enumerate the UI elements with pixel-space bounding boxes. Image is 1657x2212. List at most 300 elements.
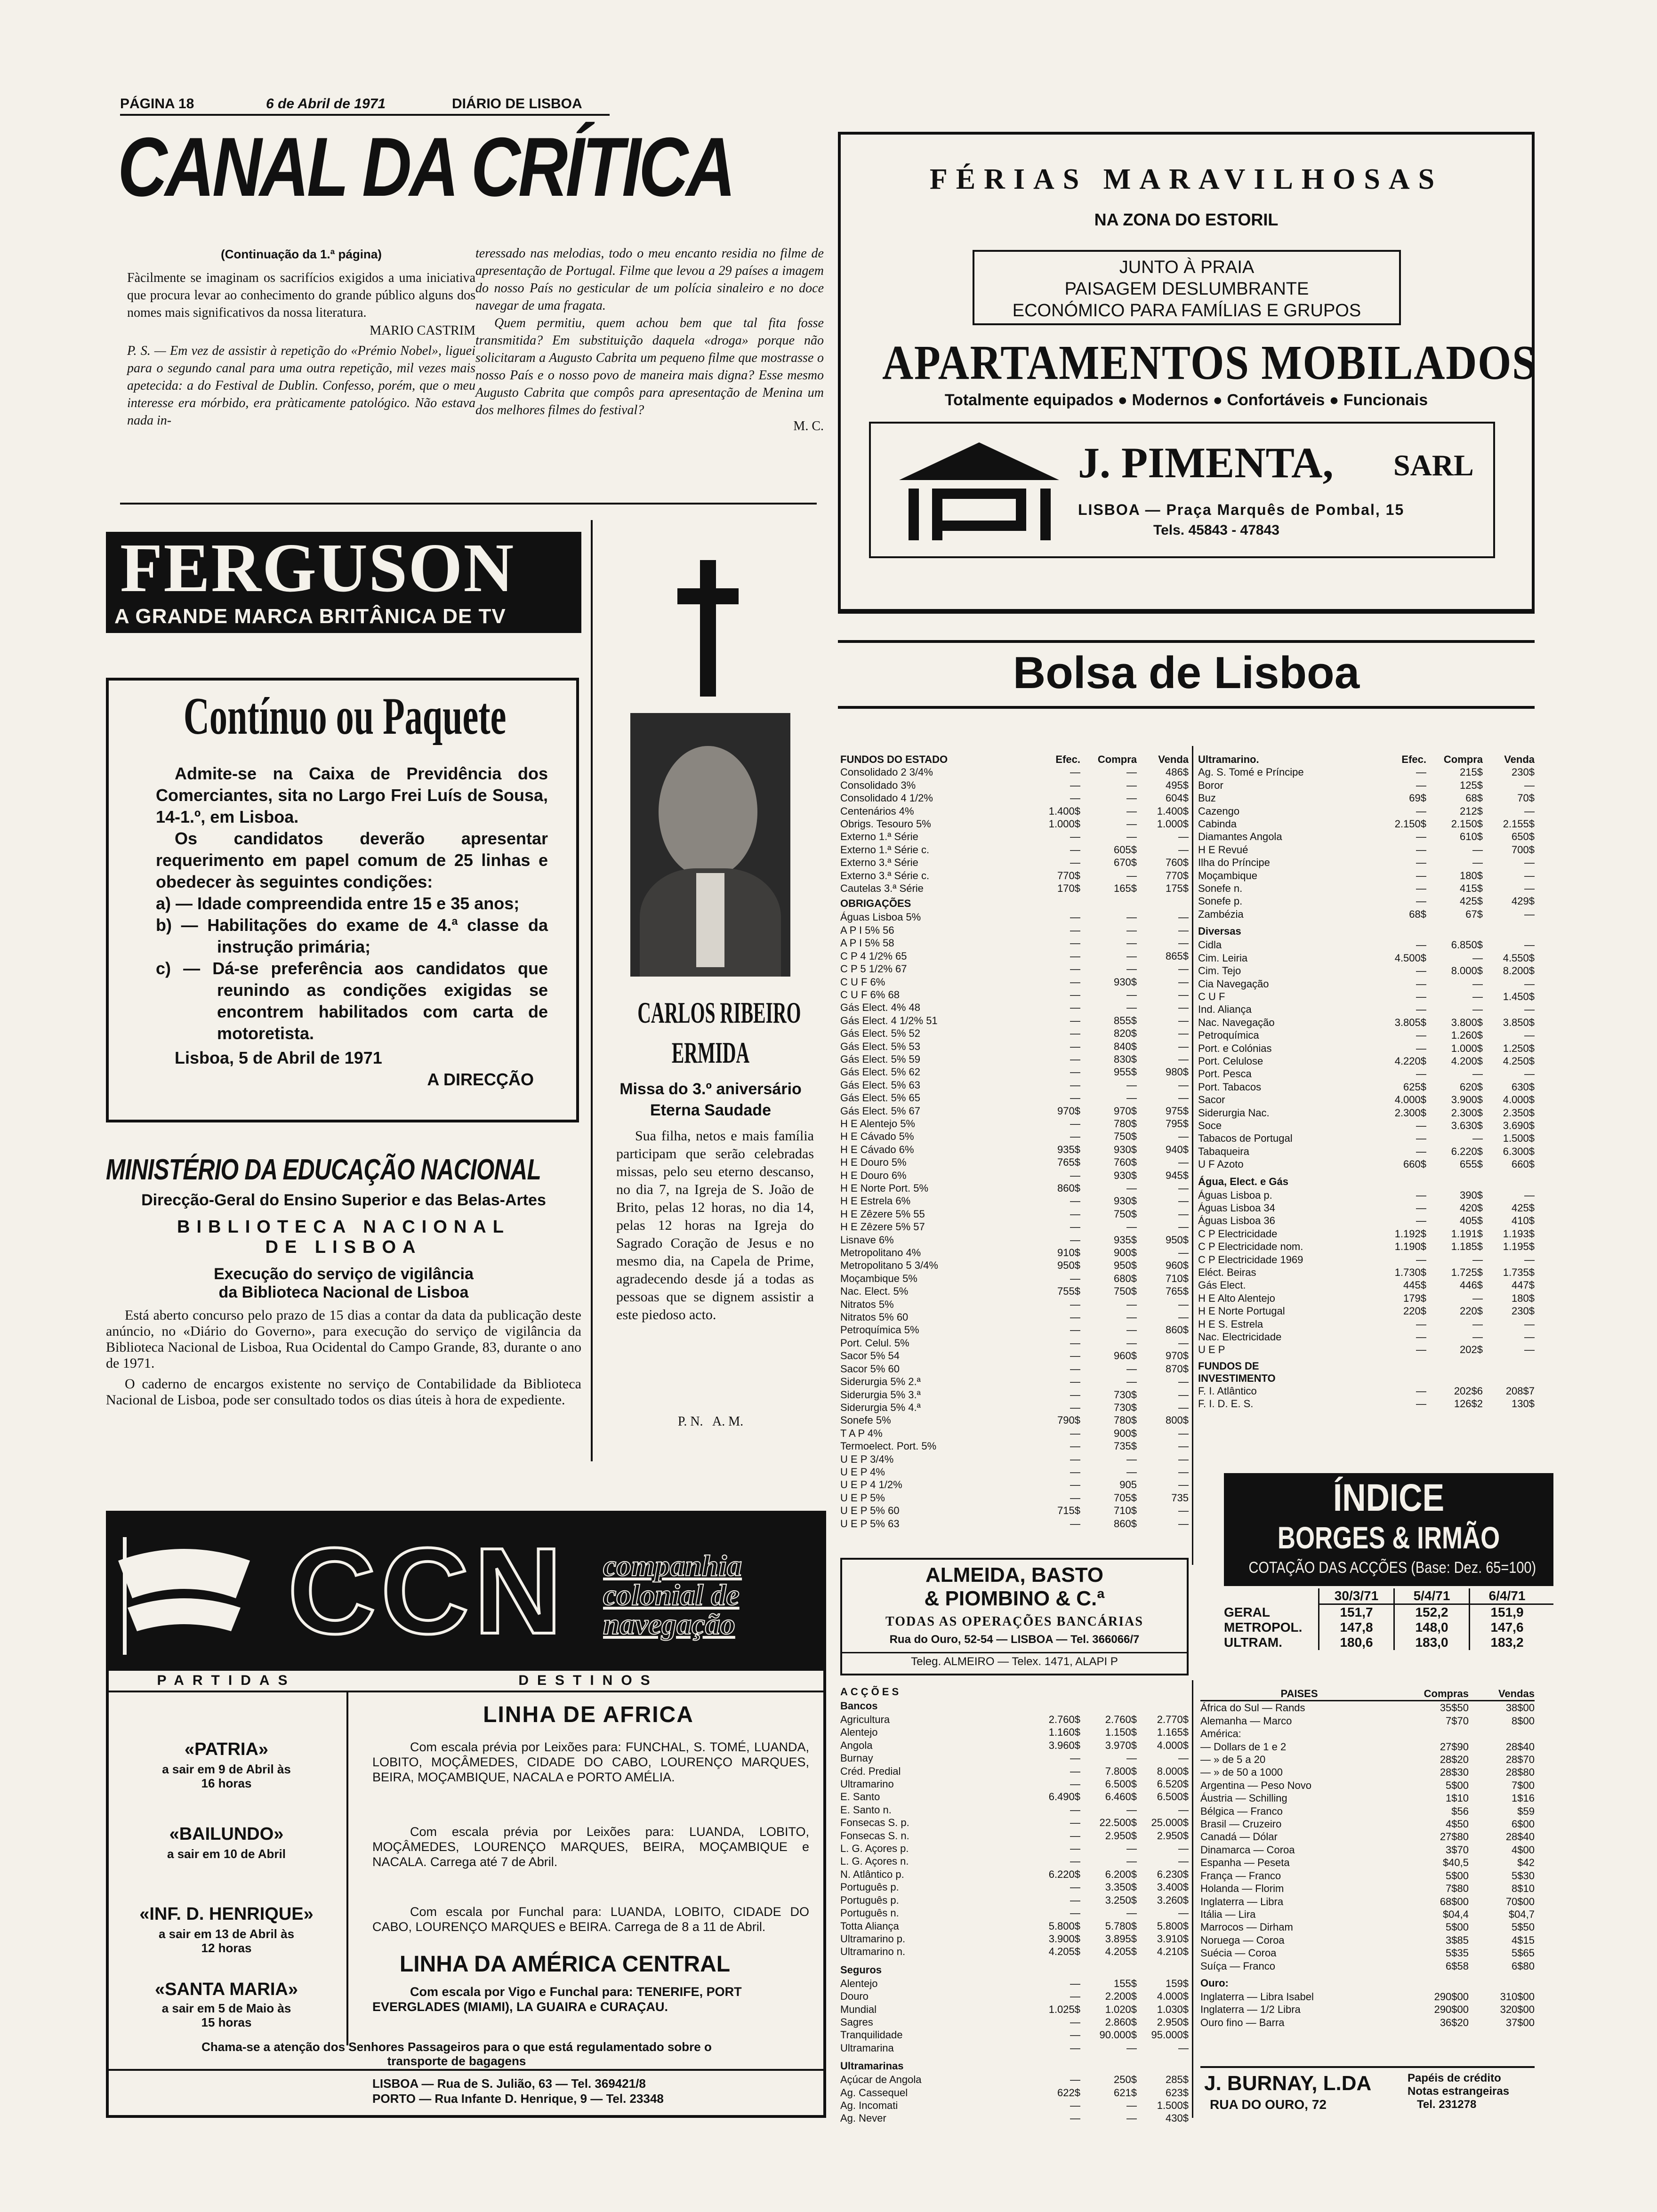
stock-efec: — — [1070, 1079, 1080, 1091]
stock-compra: — — [1126, 766, 1137, 778]
stock-name: Águas Lisboa 34 — [1198, 1202, 1275, 1214]
stock-name: F. I. D. E. S. — [1198, 1398, 1254, 1410]
stock-compra: — — [1126, 2112, 1137, 2124]
stock-efec: 660$ — [1403, 1158, 1426, 1170]
stock-venda: — — [1178, 1195, 1189, 1207]
stock-row — [1198, 978, 1535, 990]
ultra-list — [1198, 766, 1535, 921]
critica-ps: P. S. — Em vez de assistir à repetição do «Prémio Nobel», liguei para o segundo canal para uma outra repetição, mil vezes mais apetecida: a do Festival de Dublin. Confesso, porém, que o meu interesse era mórbido, era pràticamente patológico. Não estava nada in- — [127, 344, 475, 428]
stock-efec: — — [1070, 843, 1080, 856]
stock-compra: — — [1472, 952, 1483, 964]
stock-venda: 940$ — [1166, 1143, 1189, 1155]
stock-efec: — — [1070, 988, 1080, 1001]
stock-name: Siderurgia 5% 4.ª — [840, 1401, 921, 1413]
stock-name: Sonefe 5% — [840, 1414, 891, 1427]
stock-compra: — — [1472, 990, 1483, 1002]
stock-venda: — — [1178, 1427, 1189, 1439]
stock-row — [1198, 964, 1535, 977]
currency-name: Áustria — Schilling — [1200, 1792, 1287, 1804]
stock-venda: 1.400$ — [1157, 805, 1189, 817]
stock-name: Sonefe n. — [1198, 882, 1243, 895]
bolsa-left — [840, 753, 1189, 1530]
stock-name: Ilha do Príncipe — [1198, 857, 1270, 869]
exchange-row — [1200, 1740, 1535, 1753]
stock-compra: — — [1472, 1003, 1483, 1016]
stock-venda: — — [1178, 988, 1189, 1001]
stock-efec: — — [1416, 1398, 1426, 1410]
stock-name: Alentejo — [840, 1726, 878, 1739]
indice-row — [1224, 1620, 1553, 1635]
stock-row — [1198, 1016, 1535, 1029]
stock-compra: — — [1126, 818, 1137, 830]
stock-row — [840, 1790, 1189, 1803]
stock-compra: 2.860$ — [1105, 2016, 1137, 2028]
stock-row — [1198, 792, 1535, 804]
critica-col2 — [475, 245, 824, 434]
stock-venda: — — [1178, 1505, 1189, 1517]
stock-compra: 2.200$ — [1105, 1990, 1137, 2003]
stock-efec: — — [1416, 1318, 1426, 1330]
stock-compra: 5.780$ — [1105, 1920, 1137, 1932]
execucao-line1: Execução do serviço de vigilância — [214, 1265, 474, 1283]
stock-name: Burnay — [840, 1752, 873, 1764]
stock-efec: 179$ — [1403, 1292, 1426, 1304]
stock-row — [840, 2028, 1189, 2041]
stock-efec: 1.190$ — [1394, 1241, 1426, 1253]
critica-author: MARIO CASTRIM — [370, 323, 475, 338]
ministerio-p2: O caderno de encargos existente no serviço de Contabilidade da Biblioteca Nacional de Lisboa, pode ser consultado todos os dias úteis à hora de expediente. — [106, 1376, 581, 1408]
col-efec: Efec. — [1055, 753, 1080, 765]
stock-venda: 1.450$ — [1503, 990, 1535, 1002]
stock-row — [840, 1220, 1189, 1233]
page-header — [120, 94, 610, 116]
stock-name: Cim. Leiria — [1198, 952, 1248, 964]
almeida-name2: & PIOMBINO & C.ª — [924, 1587, 1105, 1610]
indice-dates — [1318, 1588, 1553, 1605]
stock-venda: 765$ — [1166, 1285, 1189, 1298]
stock-venda: 945$ — [1166, 1169, 1189, 1181]
currency-name: — » de 5 a 20 — [1200, 1754, 1266, 1766]
stock-venda: 3.910$ — [1157, 1932, 1189, 1945]
stock-efec: — — [1416, 1202, 1426, 1214]
stock-name: E. Santo n. — [840, 1803, 892, 1816]
stock-name: H E Revué — [1198, 843, 1248, 856]
stock-venda: 230$ — [1512, 766, 1535, 778]
stock-name: Fonsecas S. p. — [840, 1817, 909, 1829]
stock-name: Português p. — [840, 1894, 899, 1906]
stock-compra: — — [1126, 805, 1137, 817]
indice-row — [1224, 1635, 1553, 1650]
stock-row — [840, 1117, 1189, 1130]
divider — [1192, 746, 1193, 1565]
stock-compra: 6.220$ — [1451, 1145, 1483, 1157]
stock-name: Nac. Navegação — [1198, 1016, 1275, 1028]
stock-efec: 970$ — [1057, 1105, 1080, 1117]
stock-name: H E Cávado 6% — [840, 1143, 914, 1155]
stock-venda: 6.500$ — [1157, 1791, 1189, 1803]
currency-venda: 5$65 — [1512, 1947, 1535, 1959]
stock-efec: 715$ — [1057, 1505, 1080, 1517]
cross-icon — [677, 560, 739, 697]
stock-name: Sonefe p. — [1198, 895, 1243, 907]
stock-name: Gás Elect. 5% 59 — [840, 1053, 920, 1065]
stock-compra: 3.895$ — [1105, 1932, 1137, 1945]
currency-venda: $04,7 — [1508, 1908, 1535, 1920]
stock-row — [840, 882, 1189, 895]
stock-row — [840, 1816, 1189, 1829]
stock-compra: 670$ — [1114, 857, 1137, 869]
stock-row — [1198, 1318, 1535, 1330]
stock-compra: — — [1126, 1324, 1137, 1336]
stock-compra: 780$ — [1114, 1117, 1137, 1130]
currency-compra: 68$00 — [1440, 1895, 1469, 1907]
stock-venda: 130$ — [1512, 1398, 1535, 1410]
stock-compra: 202$ — [1460, 1344, 1483, 1356]
stock-venda: 1.500$ — [1503, 1132, 1535, 1145]
currency-venda: $59 — [1517, 1805, 1535, 1817]
stock-venda: 495$ — [1166, 779, 1189, 791]
continuo-title: Contínuo ou Paquete — [183, 687, 507, 745]
stock-row — [840, 1053, 1189, 1066]
divider — [120, 503, 817, 505]
stock-venda: — — [1178, 976, 1189, 988]
stock-efec: — — [1070, 1002, 1080, 1014]
stock-name: Moçambique 5% — [840, 1272, 917, 1284]
stock-row — [840, 2003, 1189, 2016]
stock-efec: — — [1070, 1907, 1080, 1919]
exchange-row — [1200, 1921, 1535, 1933]
stock-row — [1198, 1132, 1535, 1145]
stock-compra: 180$ — [1460, 869, 1483, 882]
stock-name: Sacor — [1198, 1094, 1225, 1106]
currency-compra: 290$00 — [1434, 1990, 1469, 2003]
stock-venda: 1.735$ — [1503, 1266, 1535, 1279]
fundos-inv-header: FUNDOS DE INVESTIMENTO — [1198, 1360, 1276, 1384]
stock-name: U E P 5% 63 — [840, 1517, 900, 1530]
stock-row — [840, 1765, 1189, 1778]
stock-venda: — — [1178, 1092, 1189, 1104]
col-compra: Compra — [1443, 753, 1483, 765]
stock-venda: 447$ — [1512, 1279, 1535, 1291]
stock-row — [1198, 1240, 1535, 1253]
bolsa-right — [1198, 753, 1535, 1411]
stock-efec: — — [1070, 1117, 1080, 1130]
stock-venda: — — [1524, 1003, 1535, 1016]
stock-efec: — — [1070, 1092, 1080, 1104]
stock-compra: 840$ — [1114, 1040, 1137, 1052]
stock-efec: — — [1416, 1253, 1426, 1266]
stock-venda: — — [1524, 1189, 1535, 1201]
stock-row — [840, 1182, 1189, 1194]
stock-venda: 980$ — [1166, 1066, 1189, 1078]
indice-title: ÍNDICE — [1333, 1476, 1445, 1519]
stock-efec: 935$ — [1057, 1143, 1080, 1155]
stock-efec: — — [1416, 1215, 1426, 1227]
stock-name: Obrigs. Tesouro 5% — [840, 818, 931, 830]
stock-row — [840, 1414, 1189, 1427]
stock-name: Créd. Predial — [840, 1765, 901, 1777]
currency-name: Suécia — Coroa — [1200, 1947, 1277, 1959]
stock-name: F. I. Atlântico — [1198, 1385, 1257, 1397]
stock-compra: 1.185$ — [1451, 1241, 1483, 1253]
stock-compra: — — [1472, 1068, 1483, 1080]
acoes-block — [840, 1685, 1189, 2125]
bancos-list — [840, 1713, 1189, 1958]
exchange-row — [1200, 1895, 1535, 1908]
stock-venda: 2.350$ — [1503, 1106, 1535, 1119]
stock-row — [840, 1388, 1189, 1401]
critica-paragraph-3: Quem permitiu, quem achou bem que tal fita fosse transmitida? Em substituição daquela «droga» porque não solicitaram a Augusto Cabrita um pequeno filme que mostrasse o nosso País e o nosso povo de maneira mais digna? Esse mesmo Augusto Cabrita que compôs para apresentação de Menina um dos melhores filmes do festival? — [475, 316, 824, 417]
stock-venda: — — [1524, 1318, 1535, 1330]
stock-venda: — — [1524, 882, 1535, 895]
stock-name: Buz — [1198, 792, 1216, 804]
stock-name: Tabaqueira — [1198, 1145, 1249, 1157]
stock-efec: 5.800$ — [1048, 1920, 1080, 1932]
stock-compra: 7.800$ — [1105, 1765, 1137, 1777]
stock-compra: 750$ — [1114, 1208, 1137, 1220]
stock-compra: — — [1126, 1752, 1137, 1764]
stock-row — [840, 950, 1189, 962]
stock-compra: — — [1472, 1318, 1483, 1330]
stock-row — [840, 1105, 1189, 1117]
exchange-row — [1200, 1934, 1535, 1947]
currency-name: Argentina — Peso Novo — [1200, 1779, 1312, 1791]
stock-venda: 180$ — [1512, 1292, 1535, 1304]
stock-row — [840, 1907, 1189, 1919]
stock-row — [1198, 882, 1535, 895]
stock-efec: — — [1416, 965, 1426, 977]
stock-row — [840, 817, 1189, 830]
stock-row — [840, 1194, 1189, 1207]
stock-compra: 425$ — [1460, 895, 1483, 907]
stock-venda: 4.210$ — [1157, 1946, 1189, 1958]
stock-compra: 4.205$ — [1105, 1946, 1137, 1958]
stock-venda: 700$ — [1512, 843, 1535, 856]
stock-name: H E Douro 5% — [840, 1156, 907, 1169]
stock-compra: 900$ — [1114, 1247, 1137, 1259]
stock-row — [840, 1234, 1189, 1246]
stock-row — [840, 1427, 1189, 1440]
stock-venda: 208$7 — [1505, 1385, 1535, 1397]
stock-name: Metropolitano 5 3/4% — [840, 1259, 938, 1272]
stock-efec: 69$ — [1409, 792, 1426, 804]
stock-name: Cim. Tejo — [1198, 965, 1241, 977]
stock-compra: 125$ — [1460, 779, 1483, 791]
stock-compra: 8.000$ — [1451, 965, 1483, 977]
stock-compra: 6.500$ — [1105, 1778, 1137, 1790]
critica-paragraph: Fàcilmente se imaginam os sacrifícios exigidos a uma iniciativa que procura levar ao conhecimento do grande público alguns dos nomes mais significativos da nossa literatura. — [127, 271, 475, 320]
currency-compra: 5$35 — [1446, 1947, 1469, 1959]
stock-name: Fonsecas S. n. — [840, 1829, 909, 1842]
ferias-line: JUNTO À PRAIA — [1119, 257, 1255, 277]
stock-row — [840, 1945, 1189, 1958]
stock-name: U E P 4% — [840, 1466, 885, 1478]
currency-venda: 28$40 — [1505, 1740, 1535, 1753]
stock-row — [840, 779, 1189, 792]
stock-venda: — — [1178, 1803, 1189, 1816]
stock-name: Cidla — [1198, 939, 1222, 951]
stock-venda: — — [1178, 1027, 1189, 1040]
ship-when: a sair em 10 de Abril — [167, 1847, 286, 1861]
stock-venda: 865$ — [1166, 950, 1189, 962]
stock-venda: 159$ — [1166, 1977, 1189, 1989]
stock-compra: — — [1126, 963, 1137, 975]
currency-name: Inglaterra — Libra Isabel — [1200, 1990, 1314, 2003]
stock-efec: — — [1416, 1119, 1426, 1131]
stock-venda: 4.250$ — [1503, 1055, 1535, 1067]
stock-efec: 4.205$ — [1048, 1946, 1080, 1958]
stock-row — [840, 1752, 1189, 1764]
stock-name: C P Electricidade — [1198, 1227, 1278, 1240]
stock-name: H E Estrela 6% — [840, 1195, 911, 1207]
stock-efec: — — [1070, 1195, 1080, 1207]
stock-name: L. G. Açores n. — [840, 1855, 909, 1867]
stock-efec: — — [1070, 1829, 1080, 1842]
ministerio-title: MINISTÉRIO DA EDUCAÇÃO NACIONAL — [106, 1154, 541, 1186]
stock-row — [1198, 952, 1535, 964]
currency-compra: 5$00 — [1446, 1779, 1469, 1791]
currency-name: África do Sul — Rands — [1200, 1702, 1305, 1714]
stock-name: Nitratos 5% 60 — [840, 1311, 909, 1323]
stock-name: Port. Celulose — [1198, 1055, 1263, 1067]
stock-name: Zambézia — [1198, 908, 1244, 920]
stock-efec: — — [1070, 1221, 1080, 1233]
almeida-ops: TODAS AS OPERAÇÕES BANCÁRIAS — [885, 1614, 1143, 1629]
stock-venda: 70$ — [1517, 792, 1535, 804]
indice-val: 147,8 — [1318, 1620, 1393, 1635]
ship-name: «INF. D. HENRIQUE» — [139, 1904, 314, 1924]
stock-row — [1198, 869, 1535, 882]
stock-name: C P 5 1/2% 67 — [840, 963, 907, 975]
stock-venda: — — [1524, 1253, 1535, 1266]
stock-row — [840, 1453, 1189, 1466]
stock-venda: 410$ — [1512, 1215, 1535, 1227]
stock-row — [840, 1349, 1189, 1362]
stock-row — [840, 1130, 1189, 1143]
obit-eterna: Eterna Saudade — [650, 1101, 771, 1119]
page-date: 6 de Abril de 1971 — [266, 96, 386, 112]
stock-row — [840, 1091, 1189, 1104]
stock-efec: — — [1070, 1881, 1080, 1893]
stock-efec: — — [1416, 869, 1426, 882]
obrig-list — [840, 911, 1189, 1530]
exchange-row — [1200, 1727, 1535, 1740]
stock-compra: — — [1126, 1453, 1137, 1465]
stock-efec: — — [1416, 978, 1426, 990]
stock-compra: 126$2 — [1454, 1398, 1483, 1410]
stock-venda: — — [1524, 1068, 1535, 1080]
bolsa-title: Bolsa de Lisboa — [1013, 648, 1360, 698]
stock-efec: — — [1070, 2029, 1080, 2041]
stock-venda: — — [1178, 1855, 1189, 1867]
stock-venda: — — [1178, 1208, 1189, 1220]
fundos-header — [840, 753, 1189, 766]
stock-compra: 420$ — [1460, 1202, 1483, 1214]
stock-compra: 655$ — [1460, 1158, 1483, 1170]
stock-name: Petroquímica — [1198, 1029, 1259, 1042]
indice-val: 180,6 — [1318, 1635, 1393, 1650]
stock-name: H E S. Estrela — [1198, 1318, 1263, 1330]
stock-efec: 1.160$ — [1048, 1726, 1080, 1739]
stock-venda: — — [1178, 2042, 1189, 2054]
stock-compra: — — [1126, 1843, 1137, 1855]
stock-compra: — — [1126, 2042, 1137, 2054]
stock-name: Cabinda — [1198, 818, 1237, 830]
ultra2-header: Ultramarinas — [840, 2060, 904, 2072]
indice-val: 183,2 — [1469, 1635, 1544, 1650]
stock-row — [840, 1285, 1189, 1298]
stock-row — [1198, 1067, 1535, 1080]
stock-row — [840, 1440, 1189, 1452]
stock-efec: 220$ — [1403, 1305, 1426, 1317]
ccn-logo: CCN — [288, 1523, 567, 1659]
stock-venda: — — [1178, 1130, 1189, 1143]
stock-row — [840, 1894, 1189, 1907]
ferias-big: APARTAMENTOS MOBILADOS — [882, 336, 1537, 390]
burnay-ad — [1200, 2066, 1535, 2113]
indice-label: GERAL — [1224, 1605, 1270, 1619]
stock-name: Soce — [1198, 1119, 1222, 1131]
stock-efec: — — [1070, 2112, 1080, 2124]
stock-compra: 202$6 — [1454, 1385, 1483, 1397]
pimenta-address: LISBOA — Praça Marquês de Pombal, 15 — [1078, 501, 1405, 518]
stock-row — [1198, 766, 1535, 778]
stock-row — [840, 1778, 1189, 1790]
biblioteca-line1: BIBLIOTECA NACIONAL — [177, 1217, 510, 1237]
stock-compra: — — [1126, 1182, 1137, 1194]
stock-efec: 2.760$ — [1048, 1714, 1080, 1725]
stock-compra: — — [1126, 2099, 1137, 2111]
currency-compra: 5$00 — [1446, 1869, 1469, 1882]
stock-efec: — — [1070, 1311, 1080, 1323]
stock-venda: — — [1524, 1331, 1535, 1343]
stock-efec: — — [1070, 779, 1080, 791]
stock-venda: 3.400$ — [1157, 1881, 1189, 1893]
stock-row — [840, 2099, 1189, 2112]
obrig-header: OBRIGAÇÕES — [840, 898, 911, 910]
stock-efec: — — [1070, 1778, 1080, 1790]
stock-row — [1198, 817, 1535, 830]
stock-efec: — — [1070, 1324, 1080, 1336]
stock-venda: — — [1524, 1344, 1535, 1356]
stock-efec: — — [1416, 1132, 1426, 1145]
indice-cotacao: COTAÇÃO DAS ACÇÕES (Base: Dez. 65=100) — [1248, 1559, 1536, 1577]
stock-name: U E P 4 1/2% — [840, 1479, 902, 1491]
stock-row — [840, 1375, 1189, 1388]
currency-name: América: — [1200, 1728, 1241, 1740]
stock-name: Gás Elect. 5% 52 — [840, 1027, 920, 1040]
stock-row — [840, 988, 1189, 1001]
page-number: PÁGINA 18 — [120, 96, 194, 112]
obit-signature: P. N. A. M. — [677, 1414, 744, 1429]
currency-venda: 1$16 — [1512, 1792, 1535, 1804]
stock-row — [840, 1977, 1189, 1990]
stock-row — [840, 1478, 1189, 1491]
stock-compra: 67$ — [1465, 908, 1483, 920]
stock-compra: — — [1126, 1855, 1137, 1867]
stock-compra: 930$ — [1114, 1169, 1137, 1181]
ccn-company — [603, 1551, 742, 1639]
stock-efec: — — [1070, 1208, 1080, 1220]
agua-list — [1198, 1189, 1535, 1356]
seguros-list — [840, 1977, 1189, 2054]
obit-missa: Missa do 3.º aniversário — [619, 1080, 802, 1098]
stock-name: Ag. Never — [840, 2112, 886, 2124]
currency-compra: 7$70 — [1446, 1715, 1469, 1727]
stock-name: Nac. Elect. 5% — [840, 1285, 909, 1298]
fundos-inv-list — [1198, 1385, 1535, 1411]
stock-name: Mundial — [840, 2003, 877, 2015]
